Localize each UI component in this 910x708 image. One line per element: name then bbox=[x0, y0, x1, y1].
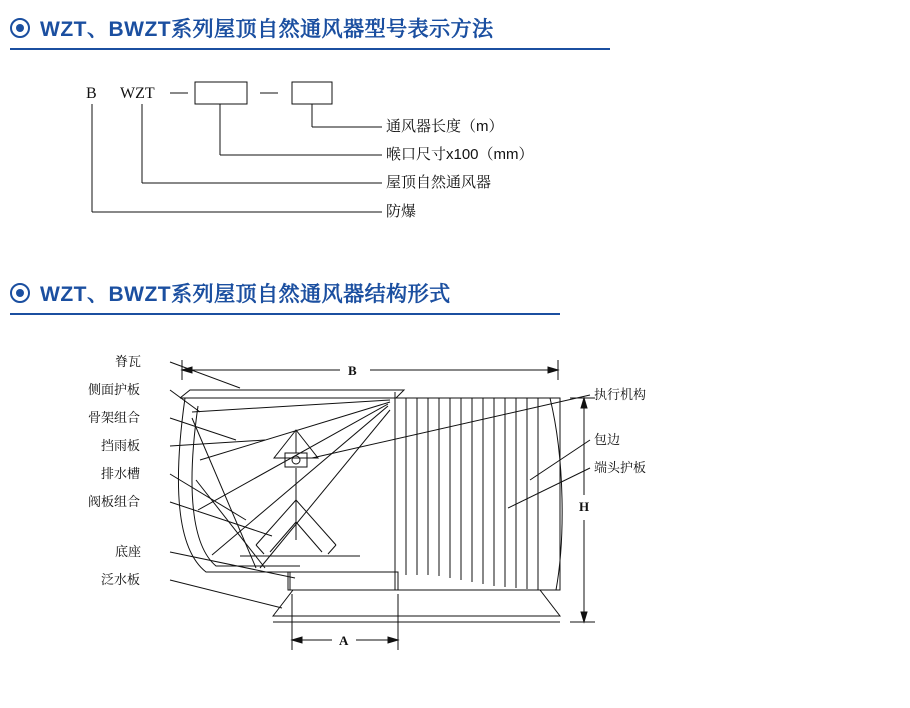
section-heading-model bbox=[10, 13, 494, 43]
bullet-icon bbox=[10, 283, 30, 303]
label-rain-shield: 挡雨板 bbox=[101, 438, 141, 453]
dimension-a-label: A bbox=[339, 633, 349, 648]
dimension-h-label: H bbox=[579, 499, 590, 514]
callout-explosion-proof: 防爆 bbox=[386, 203, 417, 220]
dimension-b-label: B bbox=[348, 363, 357, 378]
callout-length: 通风器长度（m） bbox=[386, 118, 504, 135]
label-flashing-plate: 泛水板 bbox=[101, 572, 141, 587]
callout-throat-size: 喉口尺寸x100（mm） bbox=[386, 146, 534, 163]
model-series-label: WZT bbox=[120, 85, 155, 102]
label-ridge-tile: 脊瓦 bbox=[115, 354, 142, 369]
model-prefix-label: B bbox=[86, 85, 97, 102]
structure-drawing bbox=[60, 340, 880, 680]
heading-rule-structure bbox=[10, 313, 560, 315]
section-heading-structure bbox=[10, 278, 451, 308]
label-frame-assembly: 骨架组合 bbox=[88, 410, 141, 425]
label-side-guard-plate: 侧面护板 bbox=[88, 382, 141, 397]
structure-diagram bbox=[60, 340, 880, 680]
model-code-diagram bbox=[70, 70, 590, 245]
label-edging: 包边 bbox=[594, 432, 621, 447]
section-title-model: WZT、BWZT系列屋顶自然通风器型号表示方法 bbox=[40, 18, 494, 41]
label-base: 底座 bbox=[115, 544, 142, 559]
label-valve-assembly: 阀板组合 bbox=[88, 494, 141, 509]
heading-rule-model bbox=[10, 48, 610, 50]
bullet-icon bbox=[10, 18, 30, 38]
section-title-structure: WZT、BWZT系列屋顶自然通风器结构形式 bbox=[40, 283, 451, 306]
label-drain-trough: 排水槽 bbox=[101, 466, 141, 481]
callout-roof-ventilator: 屋顶自然通风器 bbox=[386, 174, 492, 191]
label-end-guard-plate: 端头护板 bbox=[594, 460, 647, 475]
label-actuator: 执行机构 bbox=[594, 387, 647, 402]
